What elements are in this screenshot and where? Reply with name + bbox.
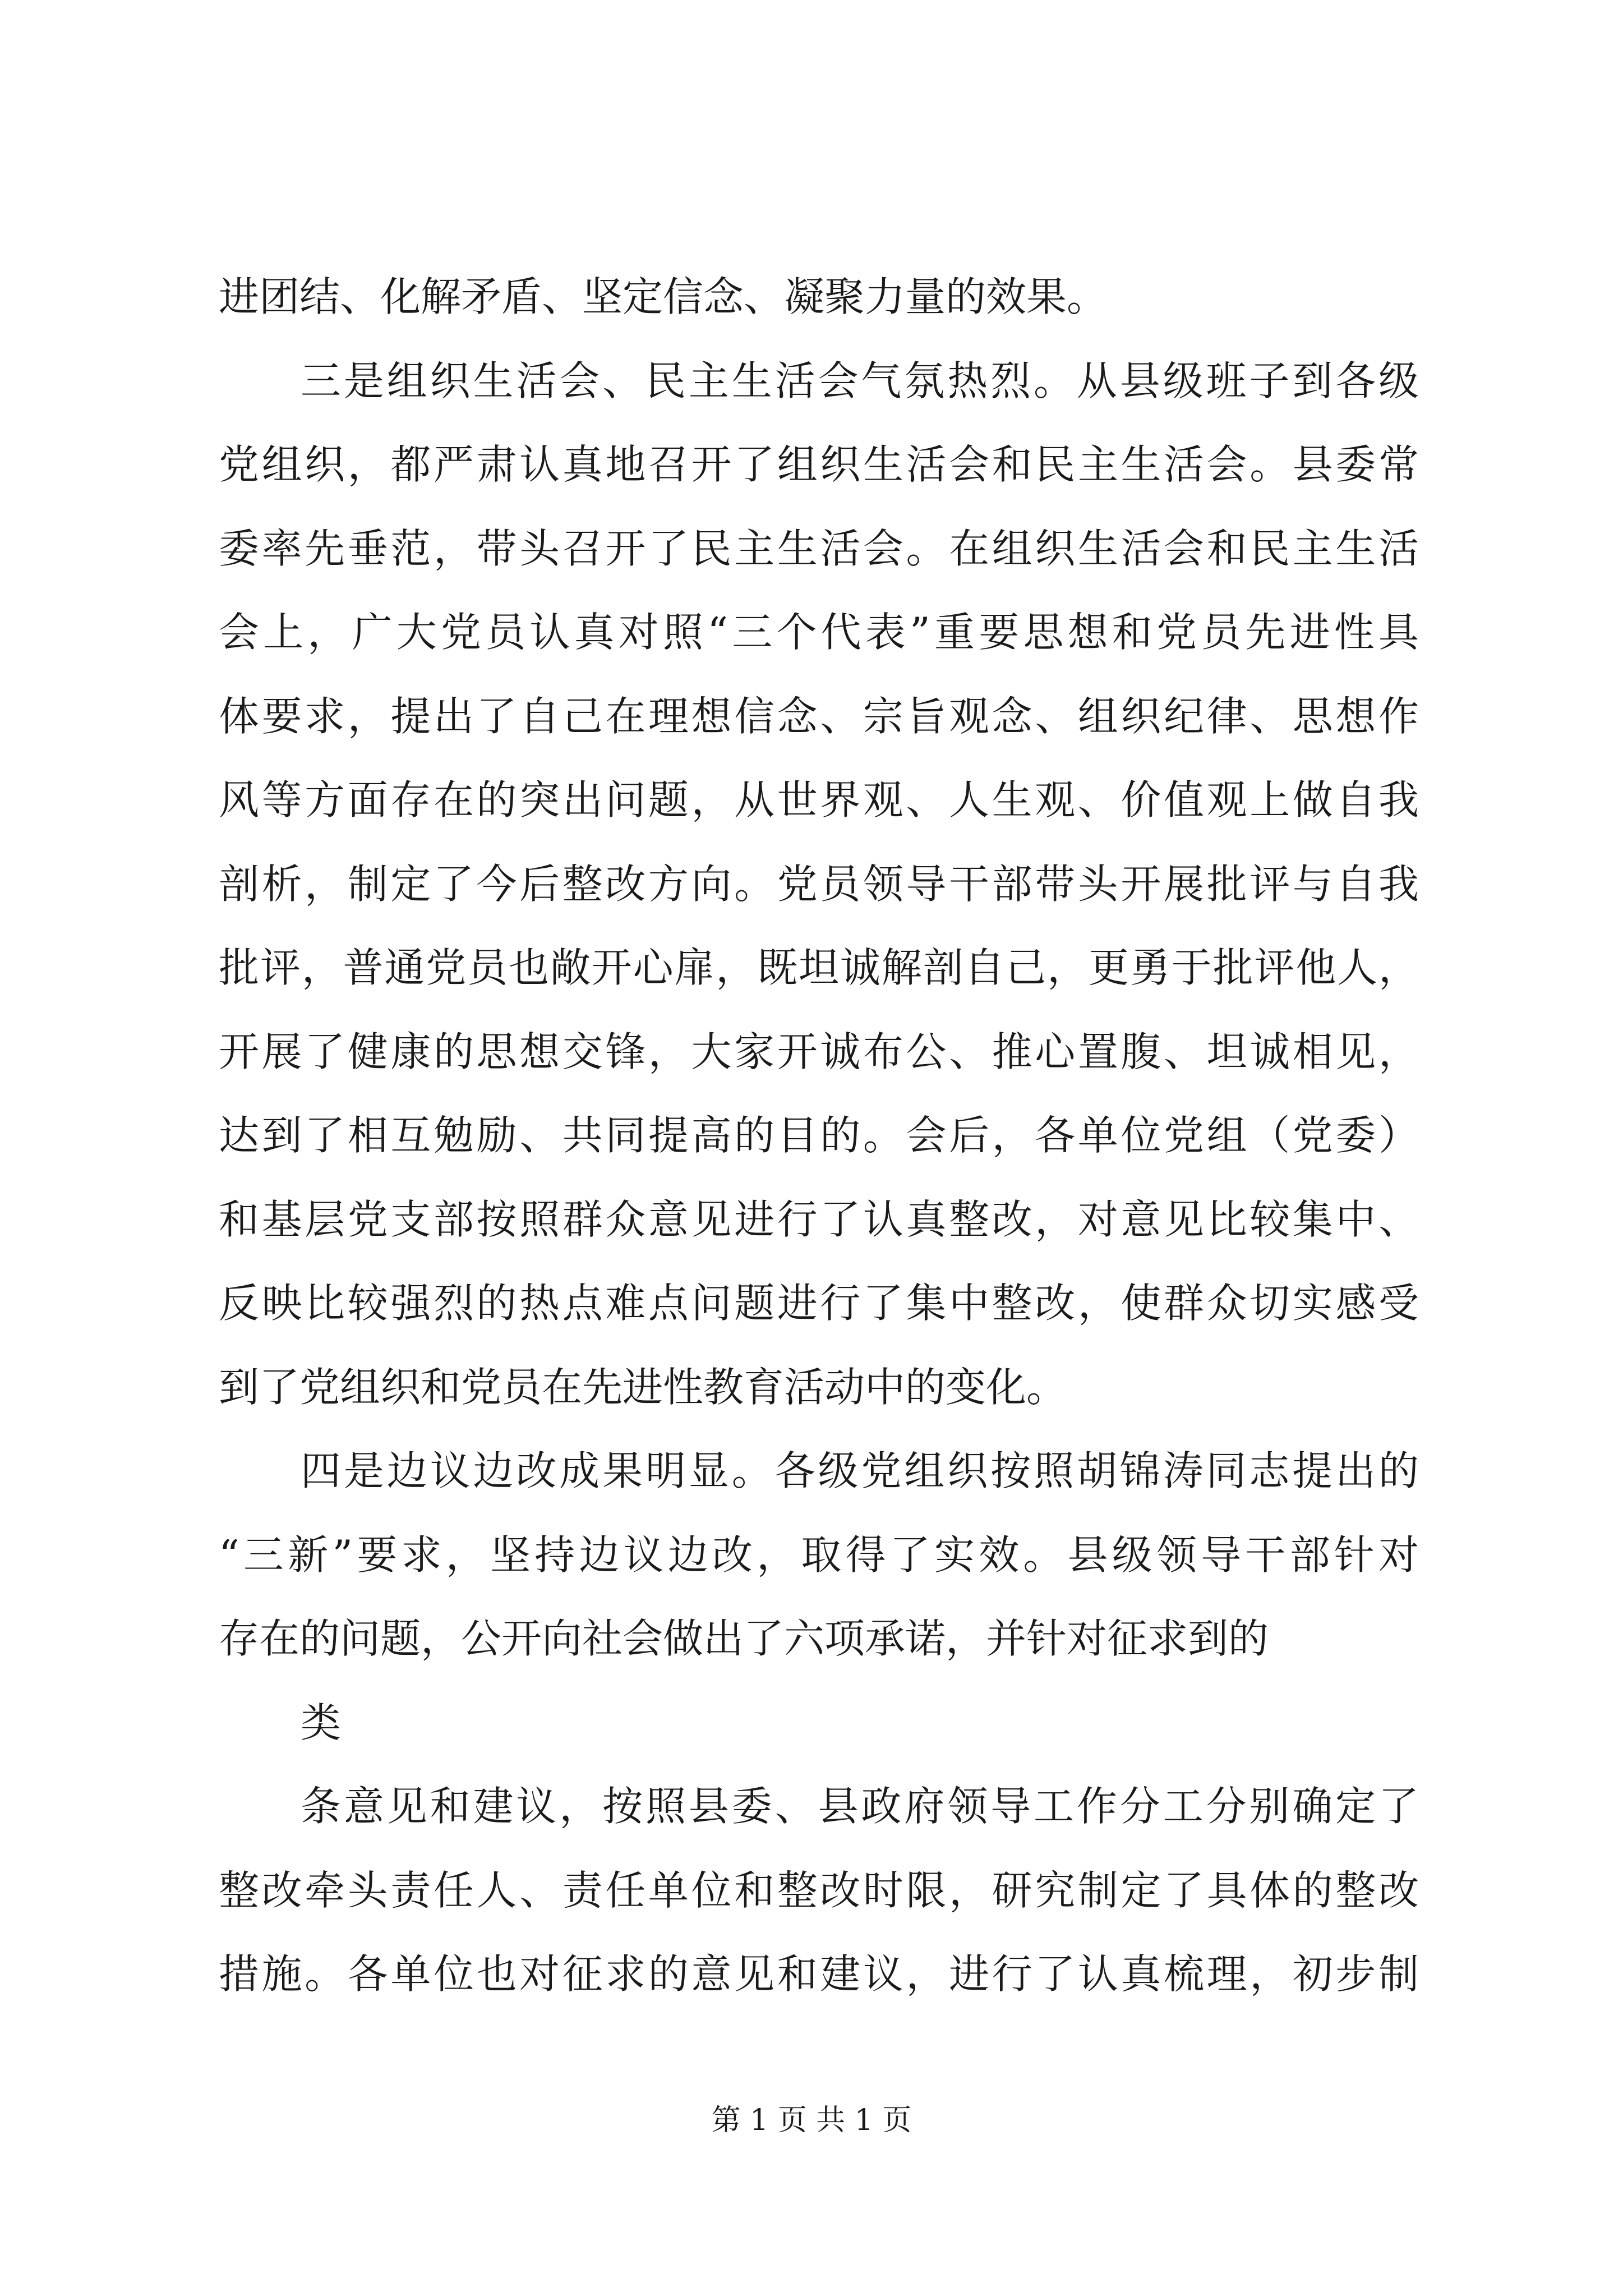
text-line-18: 类 — [301, 1699, 342, 1746]
text-line-6: 体要求，提出了自己在理想信念、宗旨观念、组织纪律、思想作 — [219, 692, 1419, 740]
text-line-17: 存在的问题，公开向社会做出了六项承诺，并针对征求到的 — [219, 1615, 1269, 1662]
text-line-9: 批评，普通党员也敞开心扉，既坦诚解剖自己，更勇于批评他人， — [219, 944, 1419, 991]
text-line-21: 措施。各单位也对征求的意见和建议，进行了认真梳理，初步制 — [219, 1950, 1419, 1998]
text-line-4: 委率先垂范，带头召开了民主生活会。在组织生活会和民主生活 — [219, 524, 1419, 572]
text-line-12: 和基层党支部按照群众意见进行了认真整改，对意见比较集中、 — [219, 1195, 1419, 1243]
text-line-20: 整改牵头责任人、责任单位和整改时限，研究制定了具体的整改 — [219, 1866, 1419, 1914]
text-line-13: 反映比较强烈的热点难点问题进行了集中整改，使群众切实感受 — [219, 1280, 1419, 1327]
text-line-11: 达到了相互勉励、共同提高的目的。会后，各单位党组（党委） — [219, 1112, 1419, 1159]
text-line-7: 风等方面存在的突出问题，从世界观、人生观、价值观上做自我 — [219, 776, 1419, 823]
text-line-2: 三是组织生活会、民主生活会气氛热烈。从县级班子到各级 — [301, 357, 1419, 404]
text-line-10: 开展了健康的思想交锋，大家开诚布公、推心置腹、坦诚相见， — [219, 1028, 1419, 1075]
text-line-1: 进团结、化解矛盾、坚定信念、凝聚力量的效果。 — [219, 273, 1108, 320]
text-line-14: 到了党组织和党员在先进性教育活动中的变化。 — [219, 1363, 1067, 1411]
text-line-5: 会上，广大党员认真对照“三个代表”重要思想和党员先进性具 — [219, 609, 1419, 656]
document-body — [219, 255, 1419, 2017]
page-footer — [0, 2101, 1623, 2140]
text-line-3: 党组织，都严肃认真地召开了组织生活会和民主生活会。县委常 — [219, 441, 1419, 488]
text-line-8: 剖析，制定了今后整改方向。党员领导干部带头开展批评与自我 — [219, 860, 1419, 908]
text-line-16: “三新”要求，坚持边议边改，取得了实效。县级领导干部针对 — [219, 1531, 1419, 1579]
text-line-19: 条意见和建议，按照县委、县政府领导工作分工分别确定了 — [301, 1783, 1419, 1830]
text-line-15: 四是边议边改成果明显。各级党组织按照胡锦涛同志提出的 — [301, 1447, 1419, 1494]
page-number-label: 第 1 页 共 1 页 — [711, 2104, 912, 2137]
